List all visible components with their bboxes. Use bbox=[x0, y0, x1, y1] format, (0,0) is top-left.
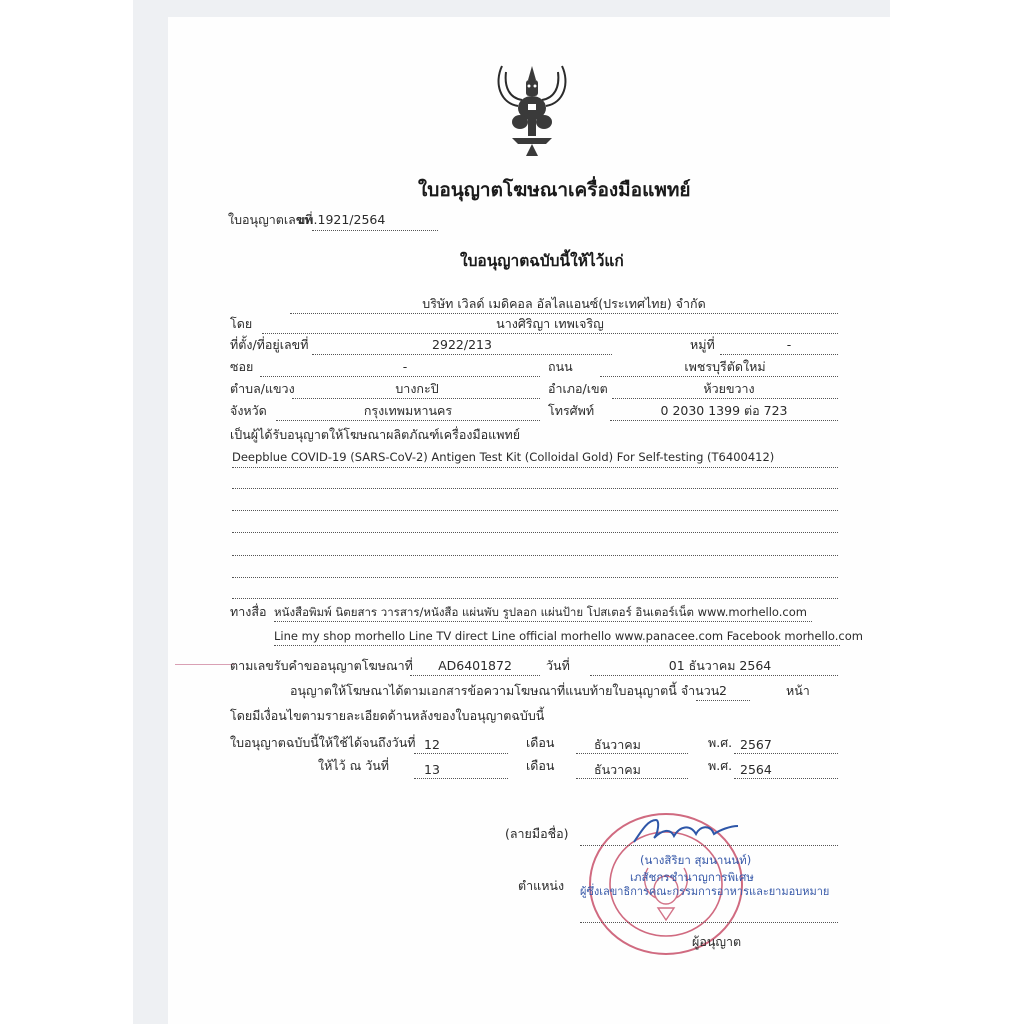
conditions-text: โดยมีเงื่อนไขตามรายละเอียดด้านหลังของใบอนุญาตฉบับนี้ bbox=[230, 708, 545, 723]
document-page bbox=[168, 17, 890, 1024]
soi-line bbox=[260, 376, 540, 377]
signature-label: (ลายมือชื่อ) bbox=[505, 826, 569, 841]
blank-line-3 bbox=[232, 510, 838, 511]
request-number: AD6401872 bbox=[438, 658, 512, 673]
district-label: อำเภอ/เขต bbox=[548, 381, 608, 396]
issued-on-day: 13 bbox=[424, 762, 440, 777]
blank-line-1 bbox=[232, 467, 838, 468]
blank-line-4 bbox=[232, 532, 838, 533]
province-value: กรุงเทพมหานคร bbox=[363, 403, 453, 418]
authority-label: ผู้อนุญาต bbox=[692, 934, 742, 949]
soi-label: ซอย bbox=[230, 359, 254, 374]
product-value: Deepblue COVID-19 (SARS-CoV-2) Antigen Test Kit (Colloidal Gold) For Self-testing (T6400412) bbox=[232, 450, 775, 464]
position-label: ตำแหน่ง bbox=[518, 878, 565, 893]
address-number-value: 2922/213 bbox=[432, 337, 492, 352]
road-value: เพชรบุรีตัดใหม่ bbox=[684, 359, 766, 374]
blank-line-5 bbox=[232, 555, 838, 556]
by-line bbox=[262, 333, 838, 334]
soi-value: - bbox=[402, 359, 408, 374]
company-line bbox=[290, 313, 838, 314]
issued-to-heading: ใบอนุญาตฉบับนี้ให้ไว้แก่ bbox=[460, 252, 624, 270]
address-number-line bbox=[312, 354, 612, 355]
garuda-emblem-icon bbox=[492, 58, 572, 158]
pages-count-line bbox=[696, 700, 750, 701]
media-label: ทางสื่อ bbox=[230, 604, 267, 619]
valid-until-year: 2567 bbox=[740, 737, 772, 752]
signer-name: (นางสิริยา สุมนานนท์) bbox=[640, 853, 752, 867]
district-line bbox=[612, 398, 838, 399]
issued-on-month: ธันวาคม bbox=[594, 762, 641, 777]
issued-on-year: 2564 bbox=[740, 762, 772, 777]
document-title: ใบอนุญาตโฆษณาเครื่องมือแพทย์ bbox=[418, 179, 691, 201]
media-underline-2 bbox=[274, 645, 840, 646]
product-label: เป็นผู้ได้รับอนุญาตให้โฆษณาผลิตภัณฑ์เครื่องมือแพทย์ bbox=[230, 427, 521, 442]
valid-until-month: ธันวาคม bbox=[594, 737, 641, 752]
license-number: ฆพ.1921/2564 bbox=[296, 212, 386, 227]
issued-on-label: ให้ไว้ ณ วันที่ bbox=[318, 758, 389, 773]
by-value: นางศิริญา เทพเจริญ bbox=[496, 316, 604, 331]
valid-until-label: ใบอนุญาตฉบับนี้ให้ใช้ได้จนถึงวันที่ bbox=[230, 735, 416, 750]
license-number-line bbox=[312, 230, 438, 231]
subdistrict-label: ตำบล/แขวง bbox=[230, 381, 295, 396]
pages-count: 2 bbox=[719, 683, 727, 698]
phone-label: โทรศัพท์ bbox=[548, 403, 595, 418]
by-label: โดย bbox=[230, 316, 253, 331]
media-line-1: หนังสือพิมพ์ นิตยสาร วารสาร/หนังสือ แผ่นพับ รูปลอก แผ่นป้าย โปสเตอร์ อินเตอร์เน็ต www.morhello.com bbox=[274, 605, 807, 619]
signature-scribble-icon bbox=[630, 812, 740, 848]
district-value: ห้วยขวาง bbox=[703, 381, 755, 396]
company-name: บริษัท เวิลด์ เมดิคอล อัลไลแอนซ์(ประเทศไทย) จำกัด bbox=[422, 296, 706, 311]
valid-until-year-label: พ.ศ. bbox=[708, 735, 733, 750]
blank-line-2 bbox=[232, 488, 838, 489]
address-number-label: ที่ตั้ง/ที่อยู่เลขที่ bbox=[230, 337, 309, 352]
stray-mark bbox=[175, 664, 235, 665]
signer-position: เภสัชกรชำนาญการพิเศษ bbox=[630, 870, 754, 884]
moo-value: - bbox=[786, 337, 792, 352]
signature-line bbox=[580, 845, 838, 846]
issued-on-month-label: เดือน bbox=[526, 758, 555, 773]
road-line bbox=[600, 376, 838, 377]
blank-line-6 bbox=[232, 577, 838, 578]
phone-line bbox=[610, 420, 838, 421]
phone-value: 0 2030 1399 ต่อ 723 bbox=[660, 403, 788, 418]
moo-label: หมู่ที่ bbox=[690, 337, 715, 352]
position-line bbox=[580, 922, 838, 923]
media-underline-1 bbox=[274, 621, 812, 622]
issued-on-year-line bbox=[734, 778, 838, 779]
valid-until-day: 12 bbox=[424, 737, 440, 752]
subdistrict-line bbox=[292, 398, 540, 399]
issued-on-month-line bbox=[576, 778, 688, 779]
valid-until-day-line bbox=[414, 753, 508, 754]
valid-until-month-label: เดือน bbox=[526, 735, 555, 750]
province-label: จังหวัด bbox=[230, 403, 267, 418]
request-date-line bbox=[590, 675, 838, 676]
media-line-2: Line my shop morhello Line TV direct Line official morhello www.panacee.com Facebook morhello.com bbox=[274, 629, 863, 643]
province-line bbox=[276, 420, 540, 421]
issued-on-day-line bbox=[414, 778, 508, 779]
valid-until-month-line bbox=[576, 753, 688, 754]
blank-line-7 bbox=[232, 598, 838, 599]
request-number-line bbox=[410, 675, 540, 676]
issued-on-year-label: พ.ศ. bbox=[708, 758, 733, 773]
license-number-label: ใบอนุญาตเลขที่ bbox=[228, 212, 313, 227]
road-label: ถนน bbox=[548, 359, 573, 374]
valid-until-year-line bbox=[734, 753, 838, 754]
request-date-label: วันที่ bbox=[546, 658, 570, 673]
request-label: ตามเลขรับคำขออนุญาตโฆษณาที่ bbox=[230, 658, 413, 673]
moo-line bbox=[720, 354, 838, 355]
pages-unit: หน้า bbox=[786, 683, 810, 698]
subdistrict-value: บางกะปิ bbox=[395, 381, 439, 396]
signer-delegation: ผู้ซึ่งเลขาธิการคณะกรรมการอาหารและยามอบหมาย bbox=[580, 885, 830, 898]
request-date: 01 ธันวาคม 2564 bbox=[668, 658, 772, 673]
pages-text: อนุญาตให้โฆษณาได้ตามเอกสารข้อความโฆษณาที่แนบท้ายใบอนุญาตนี้ จำนวน bbox=[290, 683, 720, 698]
